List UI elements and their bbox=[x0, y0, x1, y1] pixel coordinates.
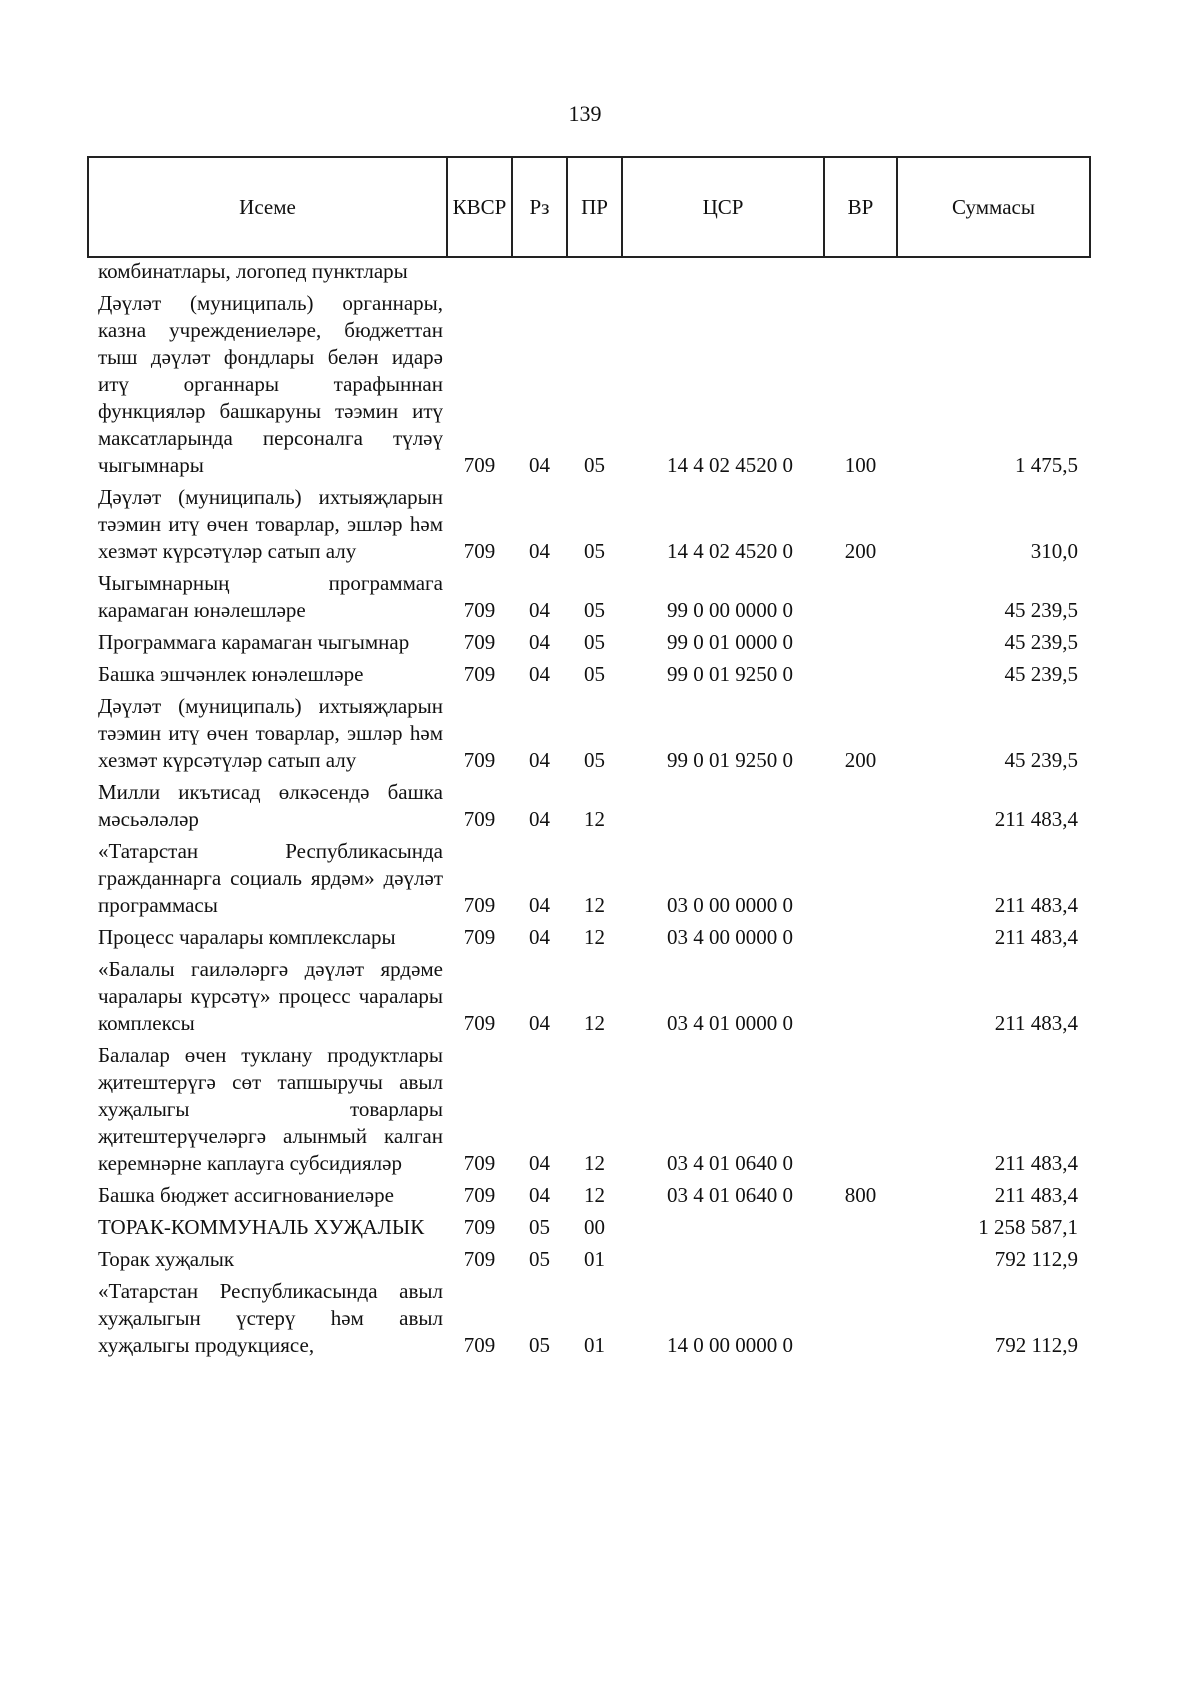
cell-sum: 45 239,5 bbox=[1004, 662, 1078, 686]
header-vr: ВР bbox=[824, 157, 897, 257]
cell-sum: 1 258 587,1 bbox=[978, 1215, 1078, 1239]
cell-kvsr: 709 bbox=[463, 662, 496, 686]
cell-vr bbox=[824, 1042, 897, 1182]
table-row bbox=[88, 1246, 1090, 1278]
cell-rz: 04 bbox=[529, 453, 550, 477]
cell-vr bbox=[824, 1278, 897, 1364]
cell-rz: 04 bbox=[529, 662, 550, 686]
cell-sum: 45 239,5 bbox=[1004, 630, 1078, 654]
cell-pr: 01 bbox=[584, 1247, 605, 1271]
cell-vr: 800 bbox=[844, 1183, 877, 1207]
cell-rz: 04 bbox=[529, 748, 550, 772]
cell-pr: 05 bbox=[584, 539, 605, 563]
cell-csr: 99 0 00 0000 0 bbox=[667, 598, 793, 622]
cell-rz: 04 bbox=[529, 925, 550, 949]
table-body bbox=[88, 257, 1090, 1364]
header-name: Исеме bbox=[88, 157, 447, 257]
table-header-row bbox=[88, 157, 1090, 257]
cell-csr bbox=[622, 1214, 824, 1246]
cell-vr bbox=[824, 1214, 897, 1246]
cell-kvsr: 709 bbox=[463, 893, 496, 917]
cell-rz: 04 bbox=[529, 1011, 550, 1035]
cell-pr: 05 bbox=[584, 662, 605, 686]
cell-csr: 99 0 01 9250 0 bbox=[667, 662, 793, 686]
cell-sum: 310,0 bbox=[1030, 539, 1078, 563]
table-row bbox=[88, 838, 1090, 924]
cell-name: «Балалы гаиләләргә дәүләт ярдәме чаралары күрсәтү» процесс чаралары комплексы bbox=[98, 957, 443, 1035]
cell-name: комбинатлары, логопед пунктлары bbox=[98, 259, 408, 283]
cell-name: Программага карамаган чыгымнар bbox=[98, 630, 410, 654]
table-row bbox=[88, 661, 1090, 693]
cell-kvsr: 709 bbox=[463, 453, 496, 477]
header-rz: Рз bbox=[512, 157, 567, 257]
budget-table bbox=[87, 156, 1091, 1364]
cell-csr: 03 4 01 0000 0 bbox=[667, 1011, 793, 1035]
cell-name: ТОРАК-КОММУНАЛЬ ХУҖАЛЫК bbox=[98, 1215, 425, 1239]
cell-pr: 01 bbox=[584, 1333, 605, 1357]
cell-rz: 04 bbox=[529, 1183, 550, 1207]
header-pr: ПР bbox=[567, 157, 622, 257]
cell-kvsr: 709 bbox=[463, 1011, 496, 1035]
cell-rz: 04 bbox=[529, 630, 550, 654]
cell-csr: 03 4 01 0640 0 bbox=[667, 1151, 793, 1175]
table-row bbox=[88, 257, 1090, 290]
cell-vr bbox=[824, 257, 897, 290]
table-row bbox=[88, 1278, 1090, 1364]
cell-sum bbox=[897, 257, 1090, 290]
cell-name: Процесс чаралары комплекслары bbox=[98, 925, 396, 949]
table-row bbox=[88, 779, 1090, 838]
cell-rz: 04 bbox=[529, 807, 550, 831]
cell-vr bbox=[824, 629, 897, 661]
cell-vr bbox=[824, 956, 897, 1042]
cell-sum: 211 483,4 bbox=[994, 1011, 1078, 1035]
table-row bbox=[88, 570, 1090, 629]
cell-pr: 05 bbox=[584, 630, 605, 654]
cell-sum: 211 483,4 bbox=[994, 1151, 1078, 1175]
cell-pr: 12 bbox=[584, 807, 605, 831]
cell-kvsr: 709 bbox=[463, 1151, 496, 1175]
cell-name: Башка бюджет ассигнованиеләре bbox=[98, 1183, 394, 1207]
cell-csr: 14 4 02 4520 0 bbox=[667, 539, 793, 563]
table-row bbox=[88, 924, 1090, 956]
cell-csr: 99 0 01 0000 0 bbox=[667, 630, 793, 654]
cell-vr: 200 bbox=[844, 539, 877, 563]
cell-name: «Татарстан Республикасында гражданнарга социаль ярдәм» дәүләт программасы bbox=[98, 839, 443, 917]
cell-name: Чыгымнарның программага карамаган юнәлешләре bbox=[98, 571, 443, 622]
cell-sum: 211 483,4 bbox=[994, 1183, 1078, 1207]
cell-kvsr: 709 bbox=[463, 630, 496, 654]
cell-pr: 05 bbox=[584, 453, 605, 477]
table-row bbox=[88, 629, 1090, 661]
cell-csr bbox=[622, 257, 824, 290]
cell-kvsr: 709 bbox=[463, 539, 496, 563]
cell-pr: 12 bbox=[584, 893, 605, 917]
cell-csr bbox=[622, 779, 824, 838]
cell-name: Дәүләт (муниципаль) ихтыяҗларын тәэмин итү өчен товарлар, эшләр һәм хезмәт күрсәтүләр сатып алу bbox=[98, 694, 443, 772]
cell-pr: 12 bbox=[584, 1151, 605, 1175]
cell-name: Торак хуҗалык bbox=[98, 1247, 235, 1271]
cell-rz: 04 bbox=[529, 539, 550, 563]
cell-pr: 12 bbox=[584, 925, 605, 949]
cell-name: Балалар өчен туклану продуктлары җитештерүгә сөт тапшыручы авыл хуҗалыгы товарлары җитештерүчеләргә алынмый калган керемнәрне каплауга субсидияләр bbox=[98, 1043, 443, 1175]
cell-kvsr bbox=[447, 257, 512, 290]
cell-pr: 12 bbox=[584, 1183, 605, 1207]
cell-pr: 12 bbox=[584, 1011, 605, 1035]
cell-vr bbox=[824, 661, 897, 693]
cell-rz: 04 bbox=[529, 598, 550, 622]
cell-name: Милли икътисад өлкәсендә башка мәсьәләләр bbox=[98, 780, 443, 831]
cell-vr bbox=[824, 924, 897, 956]
table-row bbox=[88, 290, 1090, 484]
cell-kvsr: 709 bbox=[463, 748, 496, 772]
cell-kvsr: 709 bbox=[463, 1215, 496, 1239]
cell-vr bbox=[824, 570, 897, 629]
cell-name: Башка эшчәнлек юнәлешләре bbox=[98, 662, 364, 686]
cell-pr: 05 bbox=[584, 598, 605, 622]
table-row bbox=[88, 1042, 1090, 1182]
header-csr: ЦСР bbox=[622, 157, 824, 257]
cell-pr: 05 bbox=[584, 748, 605, 772]
page-number: 139 bbox=[568, 101, 602, 126]
cell-rz: 04 bbox=[529, 893, 550, 917]
cell-vr bbox=[824, 1246, 897, 1278]
cell-kvsr: 709 bbox=[463, 1247, 496, 1271]
cell-rz: 05 bbox=[529, 1215, 550, 1239]
cell-vr bbox=[824, 838, 897, 924]
cell-sum: 1 475,5 bbox=[1015, 453, 1078, 477]
cell-rz bbox=[512, 257, 567, 290]
table-row bbox=[88, 693, 1090, 779]
cell-csr bbox=[622, 1246, 824, 1278]
cell-sum: 792 112,9 bbox=[994, 1247, 1078, 1271]
cell-name: Дәүләт (муниципаль) ихтыяҗларын тәэмин итү өчен товарлар, эшләр һәм хезмәт күрсәтүләр сатып алу bbox=[98, 485, 443, 563]
cell-csr: 14 4 02 4520 0 bbox=[667, 453, 793, 477]
cell-vr bbox=[824, 779, 897, 838]
cell-pr: 00 bbox=[584, 1215, 605, 1239]
cell-sum: 211 483,4 bbox=[994, 925, 1078, 949]
cell-vr: 100 bbox=[844, 453, 877, 477]
cell-name: Дәүләт (муниципаль) органнары, казна учреждениеләре, бюджеттан тыш дәүләт фондлары белән идарә итү органнары тарафыннан функцияләр башкаруны тәэмин итү максатларында персоналга түләү чыгымнары bbox=[98, 291, 443, 477]
cell-kvsr: 709 bbox=[463, 925, 496, 949]
table-row bbox=[88, 1214, 1090, 1246]
cell-sum: 45 239,5 bbox=[1004, 598, 1078, 622]
cell-name: «Татарстан Республикасында авыл хуҗалыгын үстерү һәм авыл хуҗалыгы продукциясе, bbox=[98, 1279, 443, 1357]
cell-kvsr: 709 bbox=[463, 1183, 496, 1207]
cell-csr: 99 0 01 9250 0 bbox=[667, 748, 793, 772]
cell-rz: 05 bbox=[529, 1247, 550, 1271]
cell-csr: 03 4 01 0640 0 bbox=[667, 1183, 793, 1207]
table-row bbox=[88, 1182, 1090, 1214]
cell-sum: 211 483,4 bbox=[994, 893, 1078, 917]
table-row bbox=[88, 484, 1090, 570]
cell-sum: 45 239,5 bbox=[1004, 748, 1078, 772]
header-sum: Суммасы bbox=[897, 157, 1090, 257]
cell-kvsr: 709 bbox=[463, 807, 496, 831]
cell-pr bbox=[567, 257, 622, 290]
cell-vr: 200 bbox=[844, 748, 877, 772]
cell-rz: 05 bbox=[529, 1333, 550, 1357]
cell-sum: 792 112,9 bbox=[994, 1333, 1078, 1357]
cell-kvsr: 709 bbox=[463, 1333, 496, 1357]
cell-sum: 211 483,4 bbox=[994, 807, 1078, 831]
cell-csr: 03 4 00 0000 0 bbox=[667, 925, 793, 949]
cell-csr: 03 0 00 0000 0 bbox=[667, 893, 793, 917]
header-kvsr: КВСР bbox=[447, 157, 512, 257]
cell-rz: 04 bbox=[529, 1151, 550, 1175]
cell-csr: 14 0 00 0000 0 bbox=[667, 1333, 793, 1357]
cell-kvsr: 709 bbox=[463, 598, 496, 622]
table-row bbox=[88, 956, 1090, 1042]
